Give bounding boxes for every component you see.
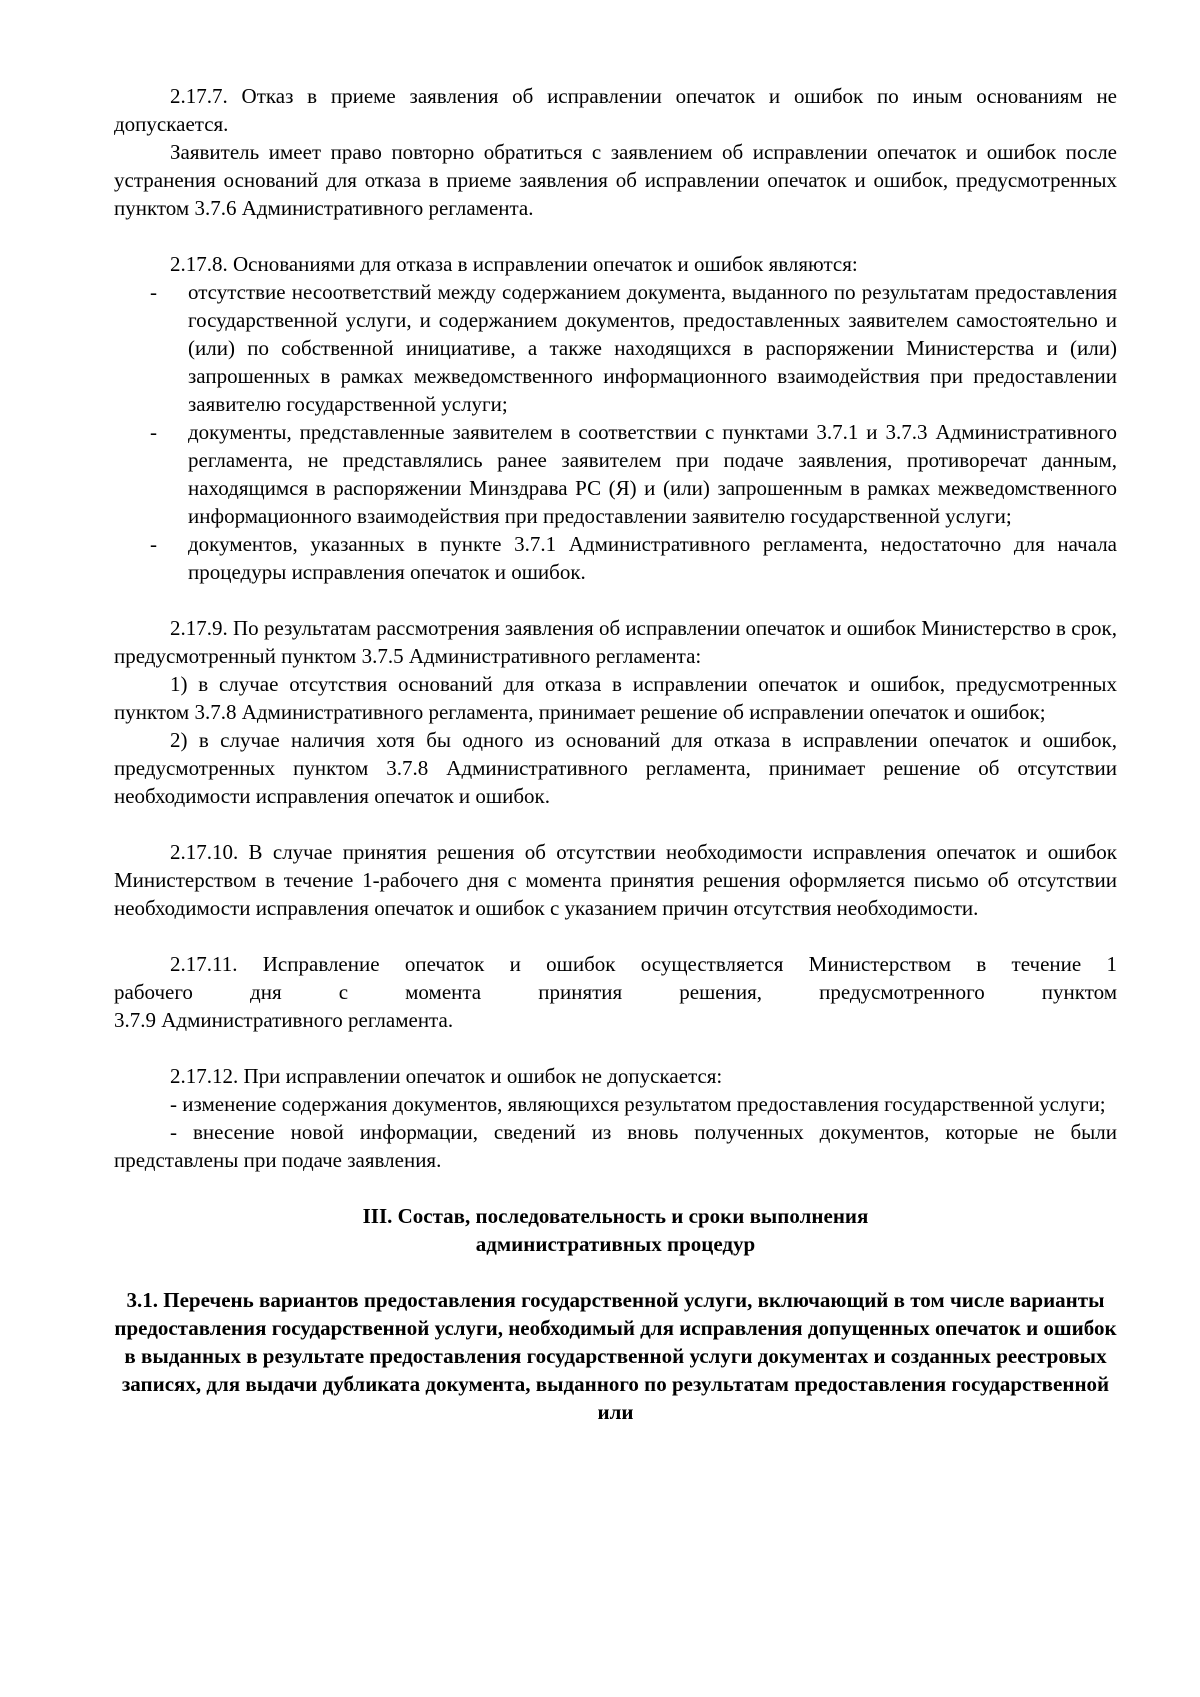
paragraph-2-17-10: 2.17.10. В случае принятия решения об отсутствии необходимости исправления опечаток и ошибок Министерством в течение 1-рабочего дня с момента принятия решения оформляется письмо об отсутствии необходимости исправления опечаток и ошибок с указанием причин отсутствия необходимости. (114, 840, 1117, 920)
paragraph-2-17-12: 2.17.12. При исправлении опечаток и ошибок не допускается: (170, 1064, 723, 1088)
paragraph-2-17-12-b: - внесение новой информации, сведений из вновь полученных документов, которые не были представлены при подаче заявления. (114, 1120, 1117, 1172)
paragraph-2-17-7: 2.17.7. Отказ в приеме заявления об исправлении опечаток и ошибок по иным основаниям не допускается. (114, 84, 1117, 136)
paragraph-gap (114, 1034, 1117, 1062)
paragraph-gap (114, 922, 1117, 950)
paragraph-2-17-11-line: рабочего дня с момента принятия решения, предусмотренного пунктом (114, 980, 1117, 1004)
list-item (114, 418, 1117, 530)
dash-bullet: - (150, 280, 157, 304)
section-3-heading: III. Состав, последовательность и сроки выполнения административных процедур (362, 1204, 869, 1256)
dash-bullet: - (150, 532, 157, 556)
paragraph-2-17-9-2: 2) в случае наличия хотя бы одного из оснований для отказа в исправлении опечаток и ошибок, предусмотренных пунктом 3.7.8 Административного регламента, принимает решение об отсутствии необходимости исправления опечаток и ошибок. (114, 728, 1117, 808)
paragraph-gap (114, 586, 1117, 614)
paragraph-gap (114, 222, 1117, 250)
grounds-list (114, 278, 1117, 586)
document-page (114, 82, 1117, 1426)
list-item-text: отсутствие несоответствий между содержанием документа, выданного по результатам предоставления государственной услуги, и содержанием документов, предоставленных заявителем самостоятельно и (или) по собственной инициативе, а также находящихся в распоряжении Министерства и (или) запрошенных в рамках межведомственного информационного взаимодействия при предоставлении заявителю государственной услуги; (188, 280, 1117, 416)
list-item (114, 530, 1117, 586)
section-3-1-heading: 3.1. Перечень вариантов предоставления государственной услуги, включающий в том числе варианты предоставления государственной услуги, необходимый для исправления допущенных опечаток и ошибок в выданных в результате предоставления государственной услуги документах и созданных реестровых записях, для выдачи дубликата документа, выданного по результатам предоставления государственной или (114, 1288, 1117, 1424)
paragraph-2-17-7-repeat: Заявитель имеет право повторно обратиться с заявлением об исправлении опечаток и ошибок после устранения оснований для отказа в приеме заявления об исправлении опечаток и ошибок, предусмотренных пунктом 3.7.6 Административного регламента. (114, 140, 1117, 220)
paragraph-gap (114, 1258, 1117, 1286)
dash-bullet: - (150, 420, 157, 444)
paragraph-gap (114, 1174, 1117, 1202)
list-item-text: документов, указанных в пункте 3.7.1 Административного регламента, недостаточно для начала процедуры исправления опечаток и ошибок. (188, 532, 1117, 584)
paragraph-2-17-9: 2.17.9. По результатам рассмотрения заявления об исправлении опечаток и ошибок Министерство в срок, предусмотренный пунктом 3.7.5 Административного регламента: (114, 616, 1117, 668)
paragraph-gap (114, 810, 1117, 838)
list-item-text: документы, представленные заявителем в соответствии с пунктами 3.7.1 и 3.7.3 Административного регламента, не представлялись ранее заявителем при подаче заявления, противоречат данным, находящимся в распоряжении Минздрава РС (Я) и (или) запрошенным в рамках межведомственного информационного взаимодействия при предоставлении заявителю государственной услуги; (188, 420, 1117, 528)
paragraph-2-17-11-line: 2.17.11. Исправление опечаток и ошибок осуществляется Министерством в течение 1 (170, 952, 1117, 976)
list-item (114, 278, 1117, 418)
paragraph-2-17-11-line: 3.7.9 Административного регламента. (114, 1008, 454, 1032)
paragraph-2-17-11 (114, 950, 1117, 1034)
paragraph-2-17-12-a: - изменение содержания документов, являющихся результатом предоставления государственной услуги; (170, 1092, 1106, 1116)
paragraph-2-17-8: 2.17.8. Основаниями для отказа в исправлении опечаток и ошибок являются: (170, 252, 858, 276)
paragraph-2-17-9-1: 1) в случае отсутствия оснований для отказа в исправлении опечаток и ошибок, предусмотренных пунктом 3.7.8 Административного регламента, принимает решение об исправлении опечаток и ошибок; (114, 672, 1117, 724)
